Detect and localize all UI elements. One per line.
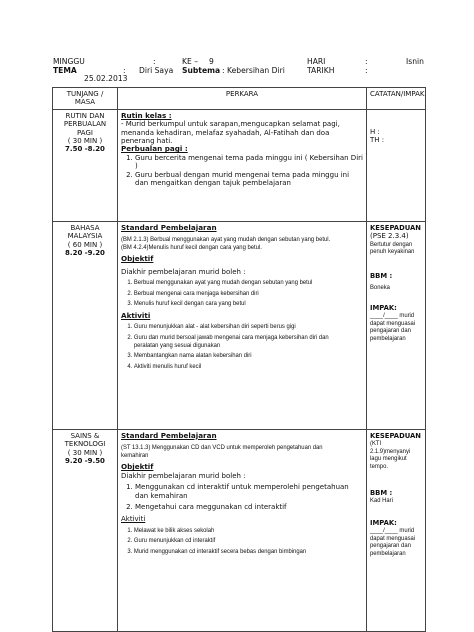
tema-colon: : [123,66,126,75]
subtema-value: : Kebersihan Diri [222,66,285,75]
list-item: 3. Menulis huruf kecil dengan cara yang betul [134,300,344,308]
content-cell [118,429,367,631]
header-tunjang: TUNJANG / MASA [53,88,118,110]
list-item: 2. Guru menunjukkan cd interaktif [134,537,344,545]
header-perkara: PERKARA [118,88,367,110]
objektif-intro: Diakhir pembelajaran murid boleh : [121,267,246,276]
tarikh-label: TARIKH [307,66,335,75]
lesson-plan-table [52,87,426,632]
notes-bbm-value: Kad Hari [370,497,393,504]
subject-name: SAINS & TEKNOLOGI [64,431,106,449]
notes-impak-text: ____/____ murid dapat menguasai pengajaran dan pembelajaran [370,312,416,342]
tema-value: Diri Saya [139,66,174,75]
notes-bbm-value: Boneka [370,284,390,292]
table-row [53,109,426,221]
notes-kesepaduan: KESEPADUAN [370,431,421,440]
table-row [53,429,426,631]
notes-h: H : [370,127,380,136]
subject-cell [53,221,118,429]
list-item: 1. Guru menunjukkan alat - alat kebersihan diri seperti berus gigi [134,323,344,331]
list-item: 1. Menggunakan cd interaktif untuk memperolehi pengetahuan dan kemahiran [135,483,363,500]
aktiviti-title: Aktiviti [121,515,146,524]
subject-duration: ( 30 MIN ) [67,137,103,146]
subject-time: 8.20 -9.20 [65,249,105,258]
notes-cell [367,221,426,429]
subject-duration: ( 60 MIN ) [67,240,103,249]
standard-title: Standard Pembelajaran [121,430,217,440]
tema-label: TEMA [53,66,77,75]
ke-label: KE – [182,57,198,66]
table-header-row [53,88,426,110]
list-item: 1. Melawat ke bilik akses sekolah [134,527,344,535]
content-cell [118,221,367,429]
aktiviti-title: Aktiviti [121,311,151,320]
notes-pse: (PSE 2.3.4) [370,232,409,241]
list-item: 2. Berbual mengenai cara menjaga kebersihan diri [134,290,344,298]
list-item: 1. Berbual menggunakan ayat yang mudah dengan sebutan yang betul [134,279,344,287]
minggu-label: MINGGU [53,57,85,66]
subtema-label: Subtema [182,66,221,75]
standard-title: Standard Pembelajaran [121,222,217,232]
subject-time: 7.50 -8.20 [65,145,105,154]
header-catatan: CATATAN/IMPAK [367,88,426,110]
subject-cell [53,429,118,631]
notes-bbm: BBM : [370,488,393,497]
list-item: 2. Guru berbual dengan murid mengenai tema pada minggu ini dan mengaitkan dengan tajuk pembelajaran [135,171,363,188]
notes-kesepaduan: KESEPADUAN [370,223,421,232]
notes-pse-text: Bertutur dengan penuh keyakinan [370,240,415,256]
list-item: 2. Mengetahui cara meggunakan cd interaktif [135,503,363,511]
rutin-text: - Murid berkumpul untuk sarapan,mengucapkan selamat pagi, menanda kehadiran, melafaz syahadah, Al-Fatihah dan doa penerang hati. [121,120,340,146]
notes-cell [367,109,426,221]
tarikh-colon: : [365,66,368,75]
notes-cell [367,429,426,631]
hari-label: HARI [307,57,326,66]
perbualan-title: Perbualan pagi : [121,144,188,154]
subject-name: BAHASA MALAYSIA [67,223,103,241]
tarikh-value: 25.02.2013 [84,74,128,83]
notes-th: TH : [370,136,385,145]
table-row [53,221,426,429]
content-cell [118,109,367,221]
list-item: 3. Murid menggunakan cd interaktif secera bebas dengan bimbingan [134,548,344,556]
subject-name: RUTIN DAN PERBUALAN PAGI [63,111,107,137]
notes-impak: IMPAK: [370,303,397,312]
notes-impak-text: ____/____ murid dapat menguasai pengajaran dan pembelajaran [370,527,416,557]
subject-time: 9.20 -9.50 [65,457,105,466]
notes-bbm: BBM : [370,271,393,280]
rutin-title: Rutin kelas : [121,110,172,120]
standard-line: (BM 4.2.4)Menulis huruf kecil dengan cara yang betul. [121,243,262,251]
notes-impak: IMPAK: [370,518,397,527]
standard-line: (ST 13.1.3) Menggunakan CD dan VCD untuk memperoleh pengetahuan dan kemahiran [121,444,323,459]
list-item: 4. Aktiviti menulis huruf kecil [134,363,344,371]
hari-value: Isnin [406,57,424,66]
objektif-intro: Diakhir pembelajaran murid boleh : [121,471,246,480]
objektif-title: Objektif [121,462,154,472]
subject-cell [53,109,118,221]
objektif-title: Objektif [121,254,154,264]
notes-kti: (KTI 2.1.9)menyanyi lagu mengikut tempo. [370,440,411,470]
list-item: 1. Guru bercerita mengenai tema pada minggu ini ( Kebersihan Diri ) [135,154,363,171]
subject-duration: ( 30 MIN ) [67,448,103,457]
standard-line: (BM 2.1.3) Berbual menggunakan ayat yang mudah dengan sebutan yang betul. [121,236,331,244]
minggu-colon: : [153,57,156,66]
ke-value: 9 [209,57,214,66]
hari-colon: : [365,57,368,66]
list-item: 2. Guru dan murid bersoal jawab mengenai cara menjaga kebersihan diri dan peralatan yang sesuai digunakan [134,334,344,349]
list-item: 3. Membantangkan nama alatan kebersihan diri [134,352,344,360]
